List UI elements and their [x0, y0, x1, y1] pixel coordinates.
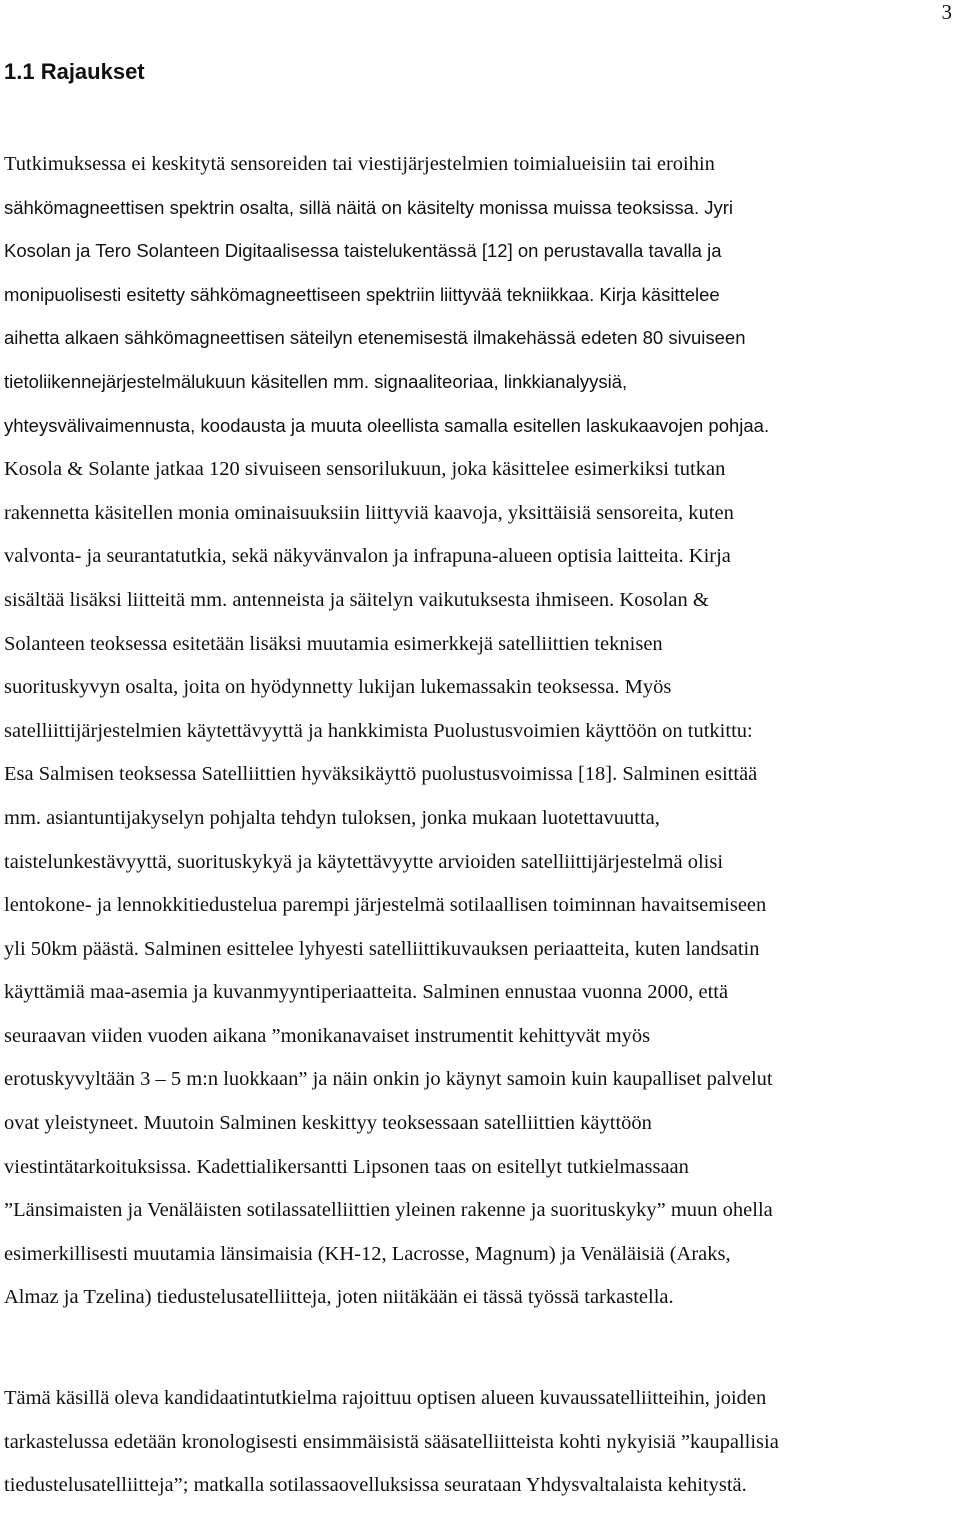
text-line: rakennetta käsitellen monia ominaisuuksiin liittyviä kaavoja, yksittäisiä sensoreita, kuten — [4, 501, 734, 524]
text-line: yli 50km päästä. Salminen esittelee lyhyesti satelliittikuvauksen periaatteita, kuten landsatin — [4, 937, 760, 960]
text-line: lentokone- ja lennokkitiedustelua parempi järjestelmä sotilaallisen toiminnan havaitsemiseen — [4, 894, 767, 917]
text-line: Almaz ja Tzelina) tiedustelusatelliitteja, joten niitäkään ei tässä työssä tarkastella. — [4, 1286, 674, 1309]
text-line: Kosolan ja Tero Solanteen Digitaalisessa taistelukentässä [12] on perustavalla tavalla ja — [4, 240, 722, 262]
text-line: taistelunkestävyyttä, suorituskykyä ja käytettävyytte arvioiden satelliittijärjestelmä olisi — [4, 850, 724, 873]
paragraph-2 — [4, 1382, 960, 1513]
text-line: aihetta alkaen sähkömagneettisen säteilyn etenemisestä ilmakehässä edeten 80 sivuiseen — [4, 327, 746, 349]
text-line: suorituskyvyn osalta, joita on hyödynnetty lukijan lukemassakin teoksessa. Myös — [4, 676, 672, 699]
text-line: tietoliikennejärjestelmälukuun käsitellen mm. signaaliteoriaa, linkkianalyysiä, — [4, 370, 628, 392]
text-line: tiedustelusatelliitteja”; matkalla sotilassaovelluksissa seurataan Yhdysvaltalaista kehitystä. — [4, 1474, 747, 1497]
section-heading: 1.1 Rajaukset — [4, 59, 145, 84]
text-line: sähkömagneettisen spektrin osalta, sillä näitä on käsitelty monissa muissa teoksissa. Jyri — [4, 196, 734, 218]
paragraph-1 — [4, 148, 960, 1325]
text-line: viestintätarkoituksissa. Kadettialikersantti Lipsonen taas on esitellyt tutkielmassaan — [4, 1155, 689, 1178]
text-line: Tämä käsillä oleva kandidaatintutkielma rajoittuu optisen alueen kuvaussatelliitteihin, joiden — [4, 1387, 767, 1409]
text-line: monipuolisesti esitetty sähkömagneettiseen spektriin liittyvää tekniikkaa. Kirja käsittelee — [4, 283, 720, 305]
text-line: yhteysvälivaimennusta, koodausta ja muuta oleellista samalla esitellen laskukaavojen pohjaa. — [4, 414, 770, 436]
text-line: Tutkimuksessa ei keskitytä sensoreiden tai viestijärjestelmien toimialueisiin tai eroihin — [4, 153, 715, 175]
text-line: ovat yleistyneet. Muutoin Salminen keskittyy teoksessaan satelliittien käyttöön — [4, 1112, 652, 1135]
page-number: 3 — [941, 0, 952, 24]
text-line: seuraavan viiden vuoden aikana ”monikanavaiset instrumentit kehittyvät myös — [4, 1024, 651, 1047]
text-line: ”Länsimaisten ja Venäläisten sotilassatelliittien yleinen rakenne ja suorituskyky” muun ohella — [4, 1199, 773, 1222]
text-line: Kosola & Solante jatkaa 120 sivuiseen sensorilukuun, joka käsittelee esimerkiksi tutkan — [4, 458, 726, 481]
text-line: Solanteen teoksessa esitetään lisäksi muutamia esimerkkejä satelliittien teknisen — [4, 632, 663, 655]
text-line: valvonta- ja seurantatutkia, sekä näkyvänvalon ja infrapuna-alueen optisia laitteita. Kirja — [4, 545, 731, 568]
text-line: erotuskyvyltään 3 – 5 m:n luokkaan” ja näin onkin jo käynyt samoin kuin kaupalliset palvelut — [4, 1068, 773, 1091]
text-line: satelliittijärjestelmien käytettävyyttä ja hankkimista Puolustusvoimien käyttöön on tutkittu: — [4, 719, 753, 742]
text-line: Esa Salmisen teoksessa Satelliittien hyväksikäyttö puolustusvoimissa [18]. Salminen esittää — [4, 763, 758, 786]
text-line: sisältää lisäksi liitteitä mm. antenneista ja säitelyn vaikutuksesta ihmiseen. Kosolan & — [4, 588, 709, 611]
text-line: käyttämiä maa-asemia ja kuvanmyyntiperiaatteita. Salminen ennustaa vuonna 2000, että — [4, 981, 729, 1004]
text-line: mm. asiantuntijakyselyn pohjalta tehdyn tuloksen, jonka mukaan luotettavuutta, — [4, 806, 660, 829]
text-line: esimerkillisesti muutamia länsimaisia (KH-12, Lacrosse, Magnum) ja Venäläisiä (Araks, — [4, 1242, 731, 1265]
text-line: tarkastelussa edetään kronologisesti ensimmäisistä sääsatelliitteista kohti nykyisiä ”kaupallisia — [4, 1430, 779, 1453]
